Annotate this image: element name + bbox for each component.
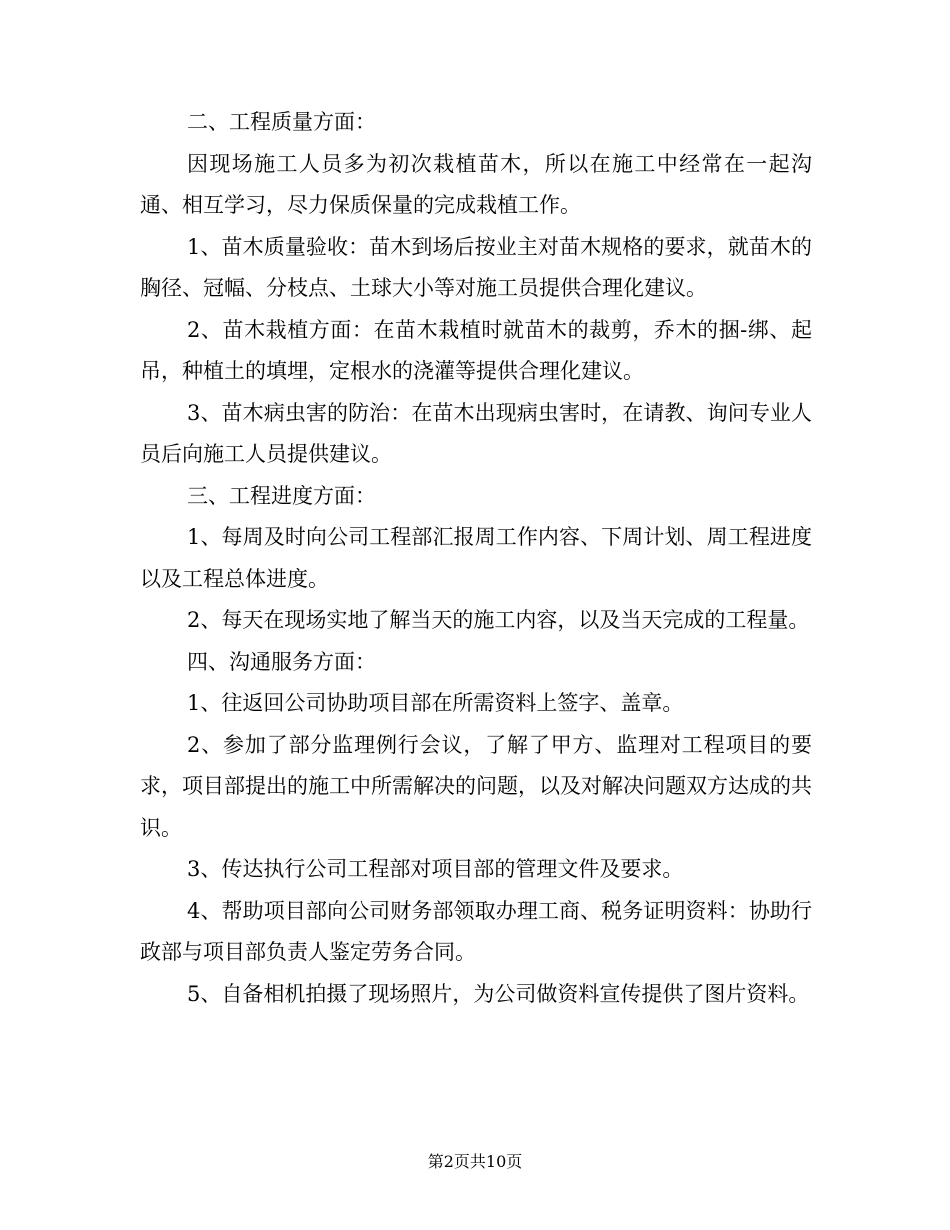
list-item: 2、每天在现场实地了解当天的施工内容，以及当天完成的工程量。 [187, 608, 810, 632]
list-item: 1、往返回公司协助项目部在所需资料上签字、盖章。 [187, 691, 684, 715]
list-item: 1、苗木质量验收：苗木到场后按业主对苗木规格的要求，就苗木的胸径、冠幅、分枝点、土球大小等对施工员提供合理化建议。 [140, 234, 812, 300]
page-number: 第2页共10页 [427, 1152, 523, 1171]
list-item: 2、苗木栽植方面：在苗木栽植时就苗木的裁剪，乔木的捆-绑、起吊，种植土的填埋，定根水的浇灌等提供合理化建议。 [140, 317, 812, 383]
list-item: 1、每周及时向公司工程部汇报周工作内容、下周计划、周工程进度以及工程总体进度。 [140, 525, 812, 591]
section-heading-progress: 三、工程进度方面： [187, 483, 376, 508]
list-item: 2、参加了部分监理例行会议，了解了甲方、监理对工程项目的要求，项目部提出的施工中所需解决的问题，以及对解决问题双方达成的共识。 [140, 732, 812, 840]
list-item: 5、自备相机拍摄了现场照片，为公司做资料宣传提供了图片资料。 [187, 981, 810, 1006]
section-heading-quality: 二、工程质量方面： [187, 110, 376, 134]
list-item: 4、帮助项目部向公司财务部领取办理工商、税务证明资料：协助行政部与项目部负责人鉴定劳务合同。 [140, 898, 812, 964]
paragraph: 因现场施工人员多为初次栽植苗木，所以在施工中经常在一起沟通、相互学习，尽力保质保量的完成栽植工作。 [140, 151, 812, 217]
document-body [140, 102, 812, 1015]
list-item: 3、传达执行公司工程部对项目部的管理文件及要求。 [187, 857, 684, 881]
section-heading-communication: 四、沟通服务方面： [187, 649, 376, 674]
list-item: 3、苗木病虫害的防治：在苗木出现病虫害时，在请教、询问专业人员后向施工人员提供建议。 [140, 400, 812, 466]
